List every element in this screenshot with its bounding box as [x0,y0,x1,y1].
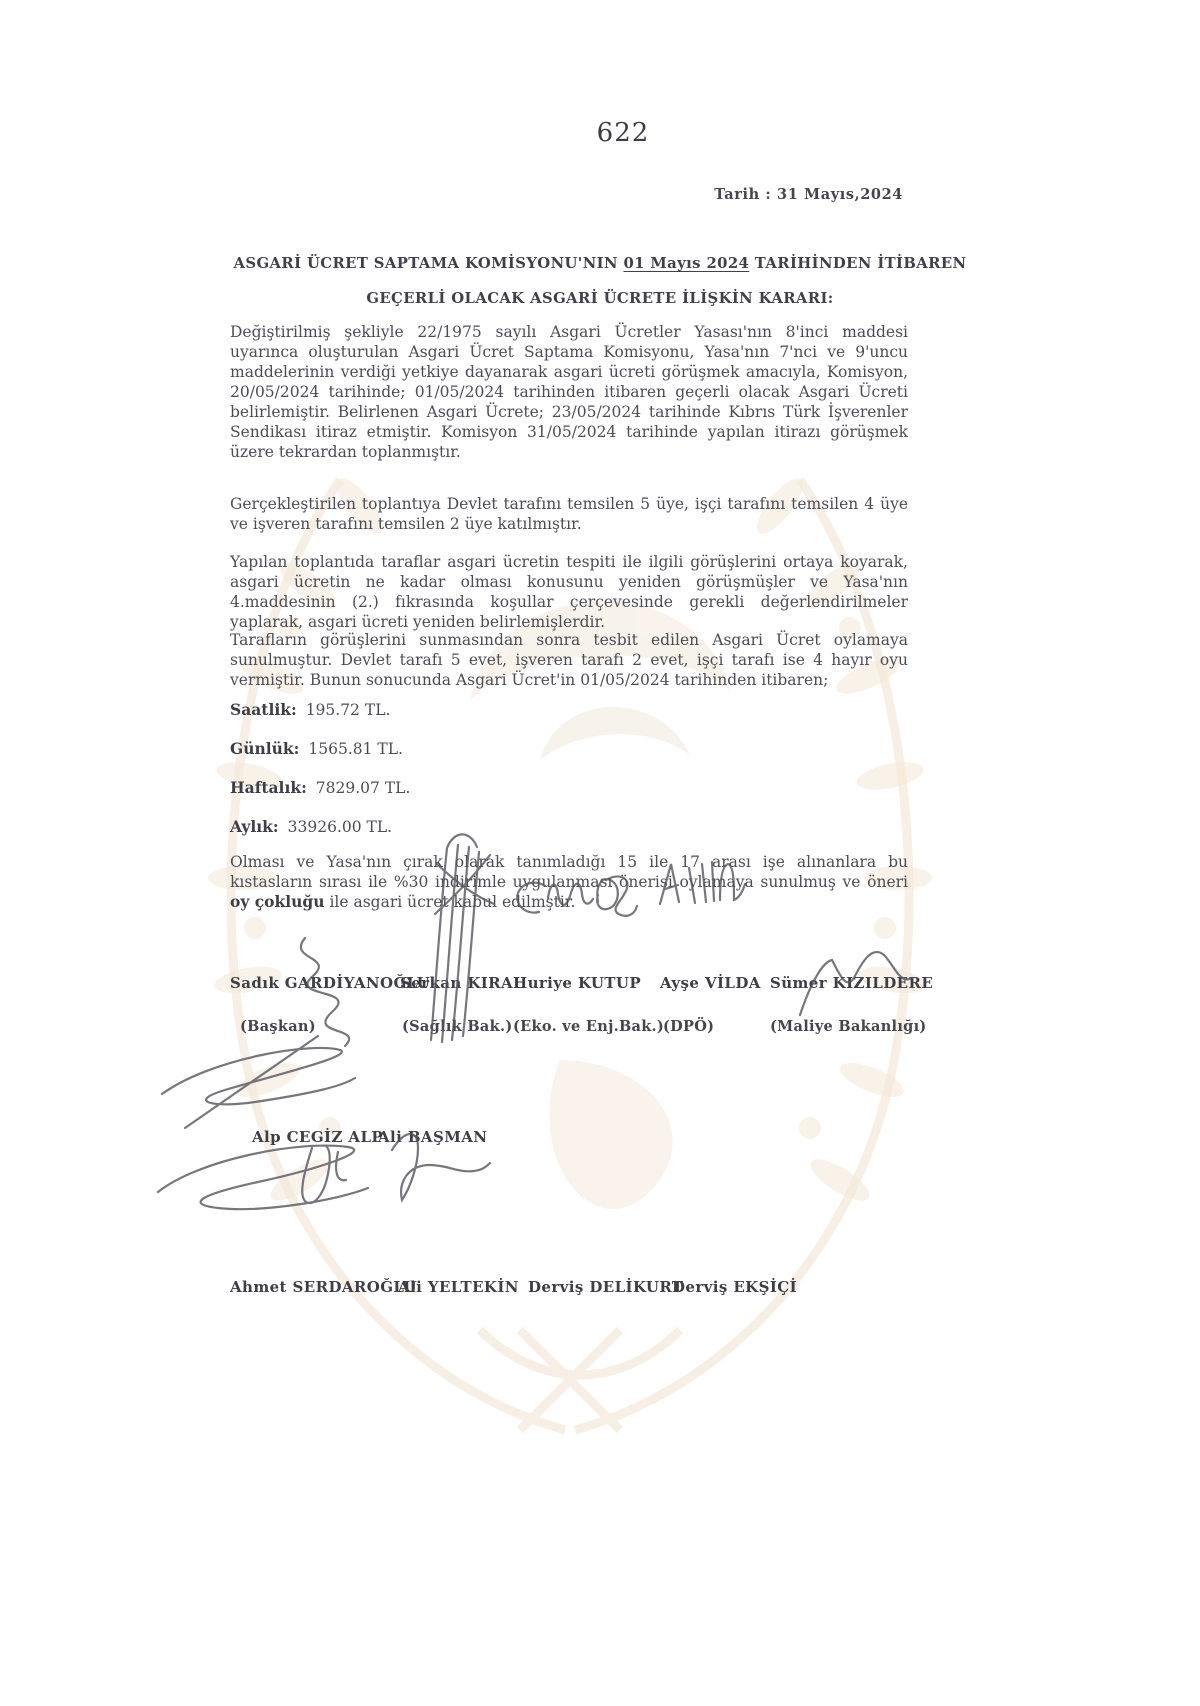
signatory-name-kiral: Serkan KIRAL [400,974,525,992]
paragraph-vote-result: Tarafların görüşlerini sunmasından sonra tesbit edilen Asgari Ücret oylamaya sunulmuştur. Devlet tarafı 5 evet, işveren tarafı 2 evet, işçi tarafı ise 4 hayır oyu vermiştir. Bunun sonucunda Asgari Ücret'in 01/05/2024 tarihinden itibaren; [230,631,908,689]
page-number: 622 [596,118,650,148]
p5-post: ile asgari ücret kabul edilmştir. [324,893,576,911]
wage-monthly-label: Aylık: [230,817,279,836]
wage-daily-value: 1565.81 TL. [308,740,403,758]
p5-majority-vote: oy çokluğu [230,892,325,911]
signatory-name-gardiyanoglu: Sadık GARDİYANOĞLU [230,974,431,992]
title-pre: ASGARİ ÜCRET SAPTAMA KOMİSYONU'NIN [233,255,624,272]
signatory-name-kizildere: Sümer KIZILDERE [770,974,934,992]
wage-monthly [230,817,392,836]
signatory-title-baskan: (Başkan) [240,1018,316,1035]
wage-daily [230,739,403,758]
signatory-name-basman: Ali BAŞMAN [378,1128,488,1146]
paragraph-deliberation: Yapılan toplantıda taraflar asgari ücretin tespiti ile ilgili görüşlerini ortaya koyarak, asgari ücretin ne kadar olması konusunu yeniden görüşmüşler ve Yasa'nın 4.maddesinin (2.) fıkrasında koşullar çerçevesinde gerekli değerlendirilmeler yaplarak, asgari ücreti yeniden belirlemişlerdir. [230,553,908,631]
paragraph-attendance: Gerçekleştirilen toplantıya Devlet tarafını temsilen 5 üye, işçi tarafını temsilen 4 üye ve işveren tarafını temsilen 2 üye katılmıştır. [230,495,908,533]
paragraph-apprentice-discount [230,852,908,912]
signatory-name-serdaroglu: Ahmet SERDAROĞLU [230,1278,418,1296]
signatory-name-kutup: Huriye KUTUP [513,974,642,992]
date-line: Tarih : 31 Mayıs,2024 [714,186,903,203]
signatory-name-eksici: Derviş EKŞİÇİ [672,1278,798,1296]
wage-weekly-label: Haftalık: [230,778,307,797]
signatory-name-vilda: Ayşe VİLDA [660,974,761,992]
signatory-name-delikurt: Derviş DELİKURT [528,1278,684,1296]
decision-title-line2: GEÇERLİ OLACAK ASGARİ ÜCRETE İLİŞKİN KARARI: [366,290,834,307]
wage-hourly [230,700,390,719]
paragraph-commission-formation: Değiştirilmiş şekliyle 22/1975 sayılı Asgari Ücretler Yasası'nın 8'inci maddesi uyarınca oluşturulan Asgari Ücret Saptama Komisyonu, Yasa'nın 7'nci ve 9'uncu maddelerinin verdiği yetkiye dayanarak asgari ücreti görüşmek amacıyla, Komisyon, 20/05/2024 tarihinde; 01/05/2024 tarihinden itibaren geçerli olacak Asgari Ücreti belirlemiştir. Belirlenen Asgari Ücrete; 23/05/2024 tarihinde Kıbrıs Türk İşverenler Sendikası itiraz etmiştir. Komisyon 31/05/2024 tarihinde yapılan itirazı görüşmek üzere tekrardan toplanmıştır. [230,323,908,461]
signatory-title-saglik: (Sağlık Bak.) [402,1018,513,1035]
wage-weekly [230,778,410,797]
wage-hourly-value: 195.72 TL. [305,701,391,719]
p5-pre: Olması ve Yasa'nın çırak olarak tanımladığı 15 ile 17 arası işe alınanlara bu kıstasların sırası ile %30 indirimle uygulanması önerisi oylamaya sunulmuş ve öneri [230,853,908,891]
title-post: TARİHİNDEN İTİBAREN [749,255,967,272]
wage-daily-label: Günlük: [230,739,300,758]
wage-weekly-value: 7829.07 TL. [315,779,411,797]
signatory-name-yeltekin: Ali YELTEKİN [398,1278,519,1296]
wage-hourly-label: Saatlik: [230,700,297,719]
title-underlined-date: 01 Mayıs 2024 [623,255,750,272]
decision-title-line1 [150,255,1050,272]
signatory-name-alp: Alp CEGİZ ALP [252,1128,384,1146]
signatory-title-eko-enj: (Eko. ve Enj.Bak.) [513,1018,665,1035]
wage-monthly-value: 33926.00 TL. [287,818,393,836]
signatory-title-maliye: (Maliye Bakanlığı) [770,1018,927,1035]
signatory-title-dpo: (DPÖ) [663,1018,715,1035]
